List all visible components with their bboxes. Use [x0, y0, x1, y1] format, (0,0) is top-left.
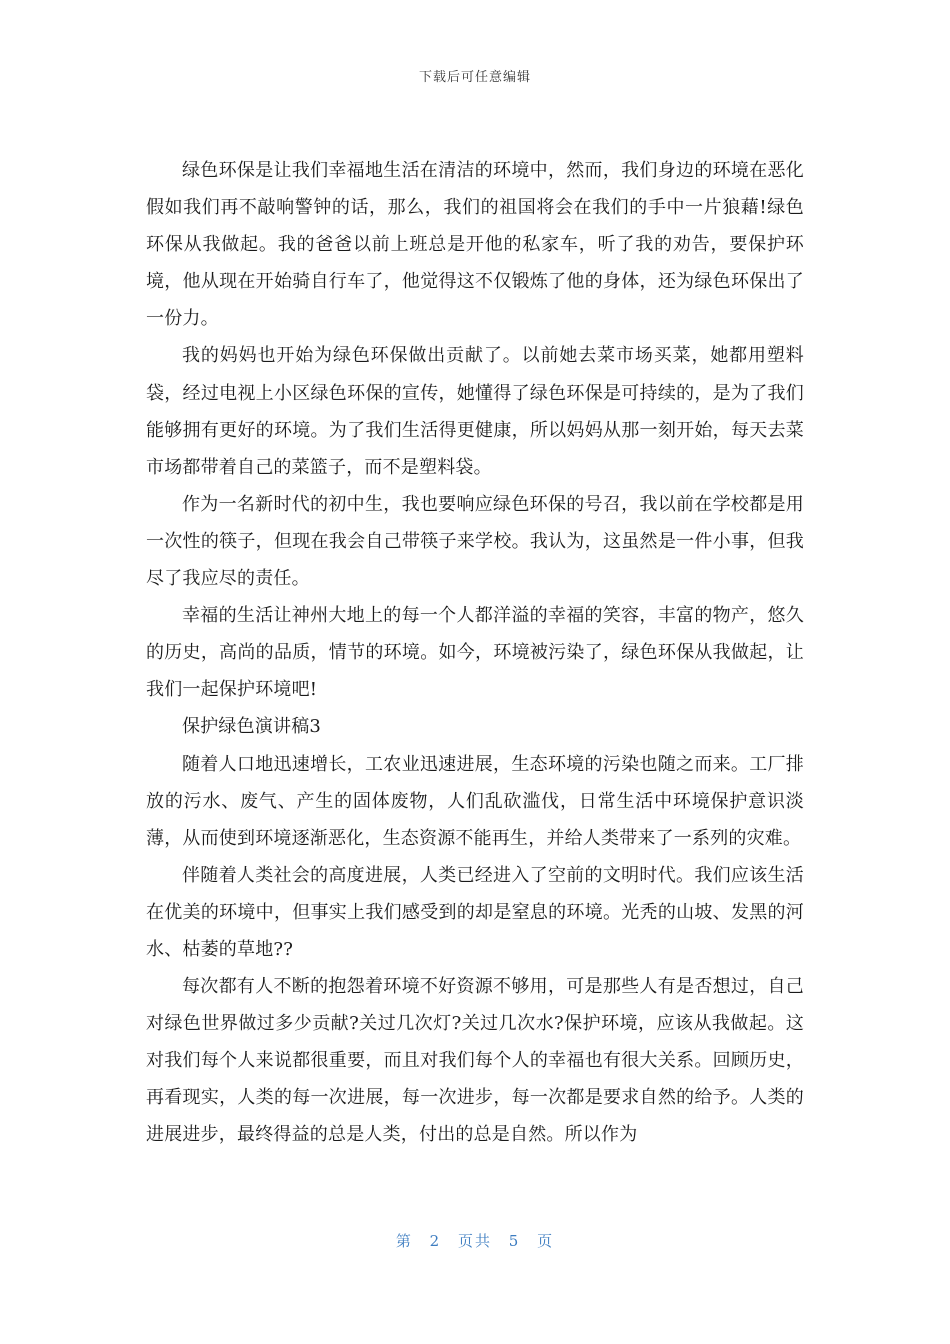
- paragraph: 伴随着人类社会的高度进展，人类已经进入了空前的文明时代。我们应该生活在优美的环境中，但事实上我们感受到的却是窒息的环境。光秃的山坡、发黑的河水、枯萎的草地??: [146, 864, 804, 960]
- paragraph: 随着人口地迅速增长，工农业迅速进展，生态环境的污染也随之而来。工厂排放的污水、废气、产生的固体废物，人们乱砍滥伐，日常生活中环境保护意识淡薄，从而使到环境逐渐恶化，生态资源不能再生，并给人类带来了一系列的灾难。: [146, 753, 804, 849]
- paragraph: 幸福的生活让神州大地上的每一个人都洋溢的幸福的笑容，丰富的物产，悠久的历史，高尚的品质，情节的环境。如今，环境被污染了，绿色环保从我做起，让我们一起保护环境吧!: [146, 605, 804, 701]
- paragraph: 我的妈妈也开始为绿色环保做出贡献了。以前她去菜市场买菜，她都用塑料袋，经过电视上小区绿色环保的宣传，她懂得了绿色环保是可持续的，是为了我们能够拥有更好的环境。为了我们生活得更健康，所以妈妈从那一刻开始，每天去菜市场都带着自己的菜篮子，而不是塑料袋。: [146, 345, 804, 478]
- paragraph: 作为一名新时代的初中生，我也要响应绿色环保的号召，我以前在学校都是用一次性的筷子，但现在我会自己带筷子来学校。我认为，这虽然是一件小事，但我尽了我应尽的责任。: [146, 493, 804, 590]
- page-header: 下载后可任意编辑: [418, 70, 531, 85]
- page-number-footer: 第 2 页共 5 页: [395, 1232, 555, 1250]
- paragraph: 绿色环保是让我们幸福地生活在清洁的环境中，然而，我们身边的环境在恶化假如我们再不敲响警钟的话，那么，我们的祖国将会在我们的手中一片狼藉!绿色环保从我做起。我的爸爸以前上班总是开他的私家车，听了我的劝告，要保护环境，他从现在开始骑自行车了，他觉得这不仅锻炼了他的身体，还为绿色环保出了一份力。: [146, 160, 804, 330]
- paragraph: 每次都有人不断的抱怨着环境不好资源不够用，可是那些人有是否想过，自己对绿色世界做过多少贡献?关过几次灯?关过几次水?保护环境，应该从我做起。这对我们每个人来说都很重要，而且对我们每个人的幸福也有很大关系。回顾历史，再看现实，人类的每一次进展，每一次进步，每一次都是要求自然的给予。人类的进展进步，最终得益的总是人类，付出的总是自然。所以作为: [146, 976, 804, 1146]
- section-heading: 保护绿色演讲稿3: [182, 716, 322, 738]
- document-body: [146, 152, 804, 1154]
